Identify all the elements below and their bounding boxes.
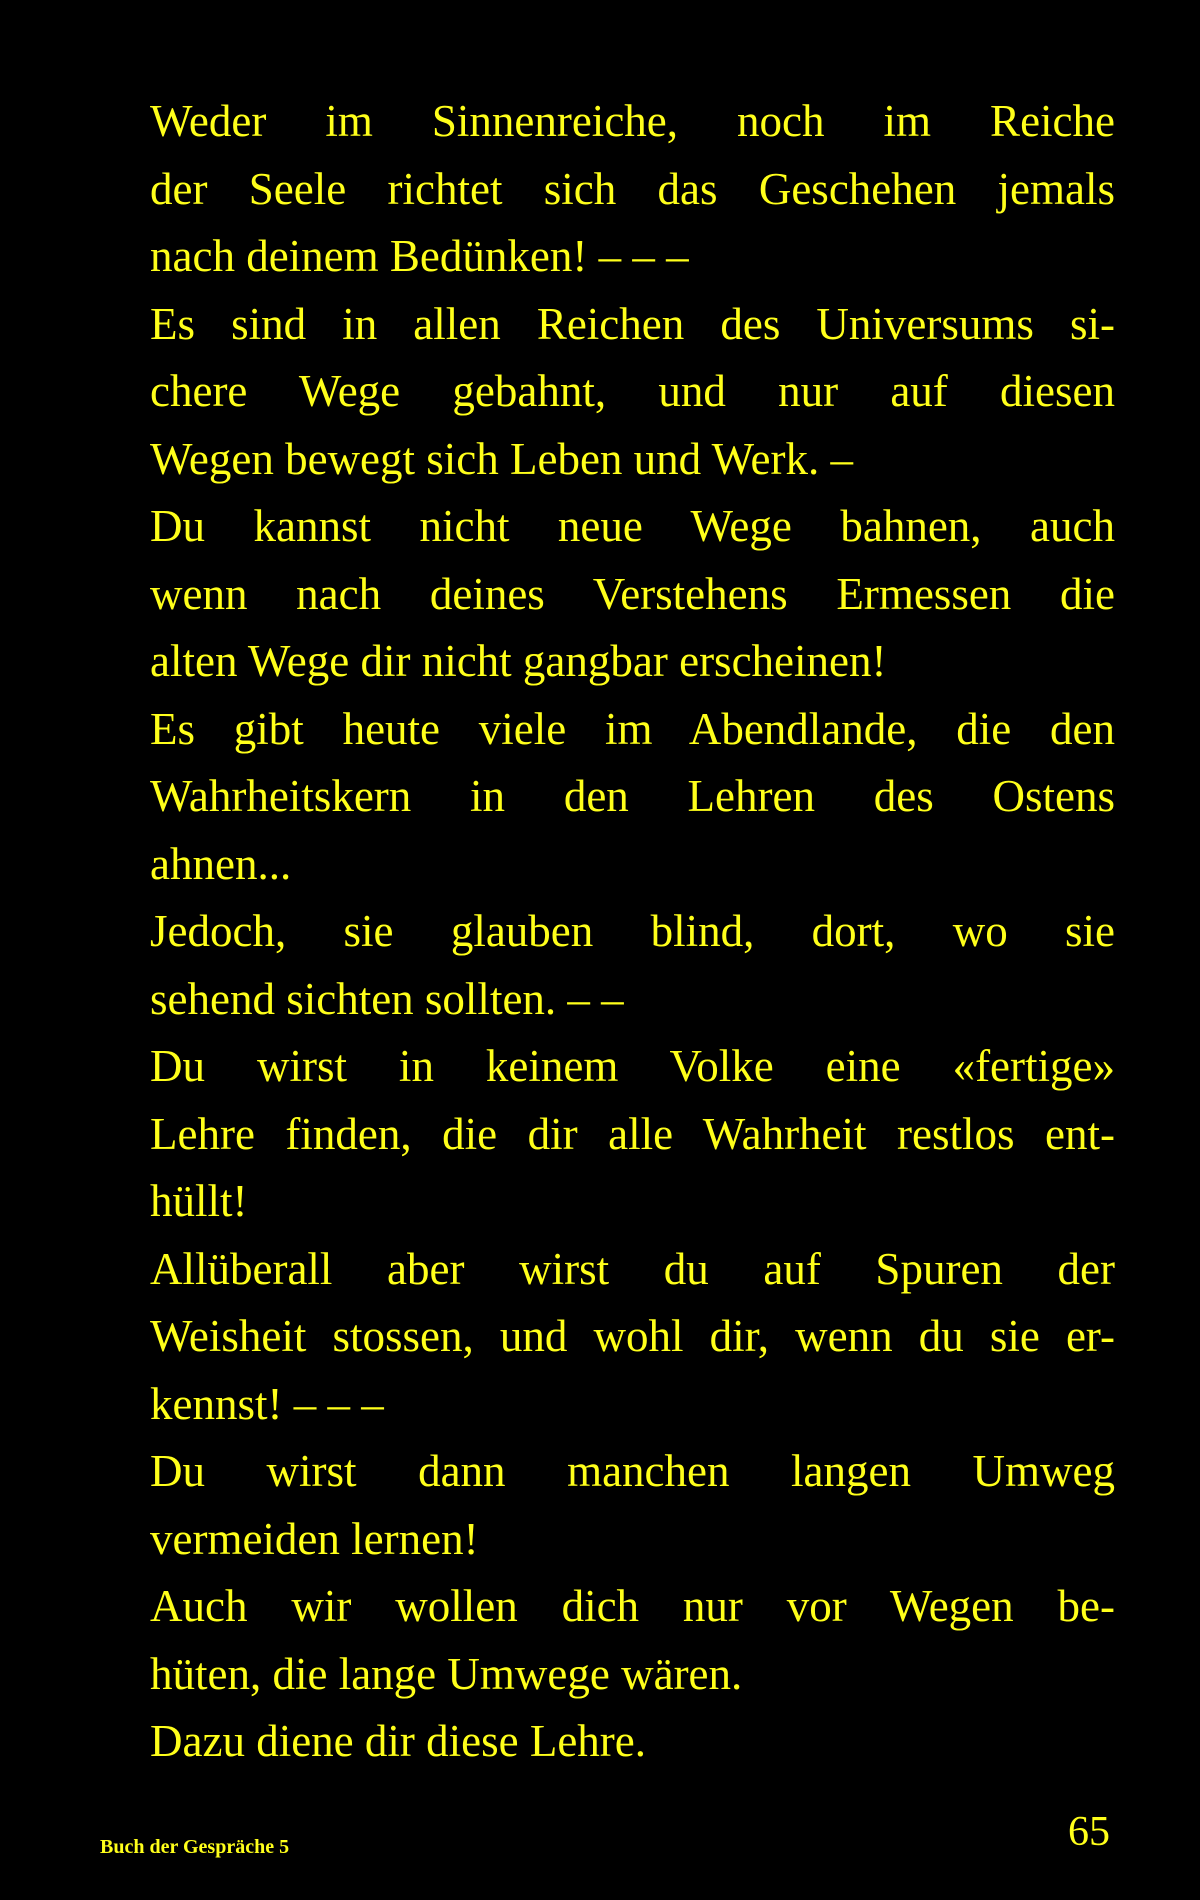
text-line: hüten, die lange Umwege wären.	[150, 1648, 743, 1699]
page-number: 65	[1068, 1809, 1110, 1855]
text-line: hüllt!	[150, 1176, 248, 1226]
text-line: wenn nach deines Verstehens Ermessen die	[150, 568, 1115, 619]
text-line: Du kannst nicht neue Wege bahnen, auch	[150, 501, 1115, 551]
text-line: chere Wege gebahnt, und nur auf diesen	[150, 366, 1115, 416]
text-line: Lehre finden, die dir alle Wahrheit restlos ent-	[150, 1108, 1115, 1159]
paragraph	[100, 696, 1115, 899]
text-line: Es sind in allen Reichen des Universums si-	[150, 298, 1115, 349]
text-line: Es gibt heute viele im Abendlande, die den	[150, 703, 1115, 754]
text-line: Du wirst dann manchen langen Umweg	[150, 1446, 1115, 1496]
body-text	[100, 88, 1115, 1776]
text-line: nach deinem Bedünken! – – –	[150, 231, 689, 281]
text-line: Dazu diene dir diese Lehre.	[150, 1716, 647, 1766]
text-line: Allüberall aber wirst du auf Spuren der	[150, 1243, 1115, 1294]
text-line: Du wirst in keinem Volke eine «fertige»	[150, 1041, 1115, 1091]
text-line: Wegen bewegt sich Leben und Werk. –	[150, 433, 853, 484]
paragraph	[100, 1708, 1115, 1776]
paragraph	[100, 493, 1115, 696]
paragraph	[100, 1236, 1115, 1439]
paragraph	[100, 1438, 1115, 1573]
text-line: Weisheit stossen, und wohl dir, wenn du sie er-	[150, 1311, 1115, 1361]
text-line: ahnen...	[150, 838, 292, 889]
text-line: der Seele richtet sich das Geschehen jemals	[150, 163, 1115, 214]
paragraph	[100, 1033, 1115, 1236]
text-line: Jedoch, sie glauben blind, dort, wo sie	[150, 906, 1115, 956]
printer-signature: Buch der Gespräche 5	[100, 1836, 290, 1858]
text-line: Wahrheitskern in den Lehren des Ostens	[150, 771, 1115, 821]
text-line: Weder im Sinnenreiche, noch im Reiche	[150, 96, 1115, 146]
text-line: kennst! – – –	[150, 1378, 384, 1429]
paragraph	[100, 88, 1115, 291]
text-line: sehend sichten sollten. – –	[150, 973, 624, 1024]
text-line: Auch wir wollen dich nur vor Wegen be-	[150, 1581, 1115, 1631]
text-line: alten Wege dir nicht gangbar erscheinen!	[150, 636, 887, 686]
paragraph	[100, 898, 1115, 1033]
paragraph	[100, 291, 1115, 494]
text-line: vermeiden lernen!	[150, 1513, 479, 1564]
paragraph	[100, 1573, 1115, 1708]
